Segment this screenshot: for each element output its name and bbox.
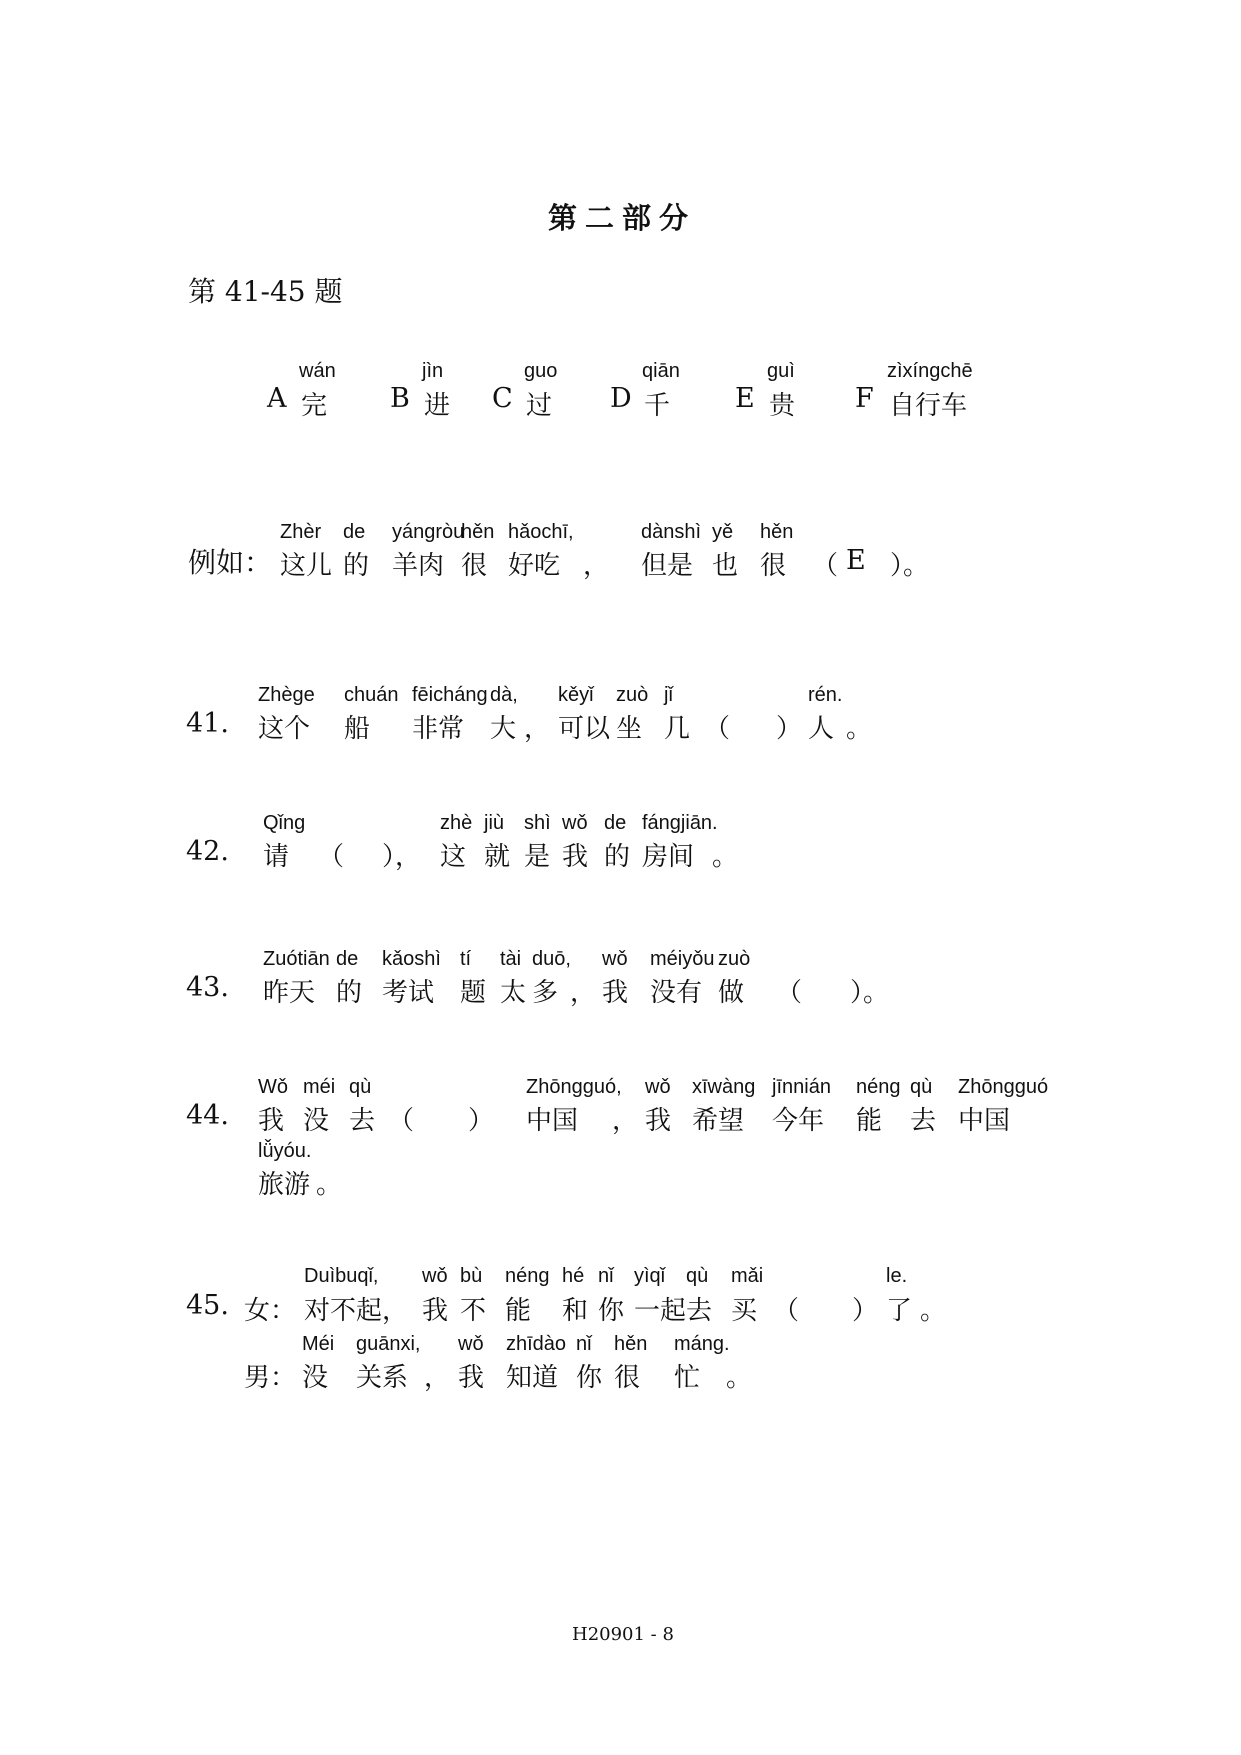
- option-pinyin: guì: [767, 360, 795, 382]
- hanzi: （: [776, 978, 803, 1008]
- pinyin: Zhōngguó,: [526, 1076, 622, 1098]
- example-label: 例如：: [188, 546, 273, 579]
- pinyin: le.: [886, 1265, 908, 1287]
- hanzi: 你: [598, 1296, 625, 1326]
- hanzi: ，: [612, 1106, 639, 1136]
- pinyin: zuò: [616, 684, 649, 706]
- pinyin: zhè: [440, 812, 473, 834]
- pinyin: de: [604, 812, 627, 834]
- pinyin: Zhōngguó: [958, 1076, 1049, 1098]
- hanzi: 旅游: [258, 1170, 311, 1200]
- hanzi: 这: [440, 842, 467, 872]
- pinyin: qù: [910, 1076, 933, 1098]
- hanzi: 的: [336, 978, 363, 1008]
- pinyin: yě: [712, 521, 734, 543]
- hanzi: 你: [576, 1363, 603, 1393]
- hanzi: 船: [344, 714, 371, 744]
- hanzi: 中国: [526, 1106, 579, 1136]
- question-number: 43.: [186, 972, 229, 1003]
- hanzi: 去: [686, 1296, 713, 1326]
- hanzi: 这个: [258, 714, 311, 744]
- option-letter: A: [267, 383, 287, 414]
- pinyin: Wǒ: [258, 1076, 288, 1098]
- hanzi: 去: [349, 1106, 376, 1136]
- pinyin: qù: [686, 1265, 709, 1287]
- hanzi: 不: [460, 1296, 487, 1326]
- hanzi: ）: [776, 714, 803, 744]
- hanzi: ，: [583, 551, 610, 581]
- hanzi: 对不起: [304, 1296, 383, 1326]
- hanzi: 昨天: [263, 978, 316, 1008]
- hanzi: ，: [570, 978, 597, 1008]
- hanzi: 。: [726, 1363, 753, 1393]
- hanzi: 做: [718, 978, 745, 1008]
- pinyin: máng.: [674, 1333, 730, 1355]
- hanzi: 和: [562, 1296, 589, 1326]
- pinyin: hěn: [614, 1333, 648, 1355]
- pinyin: Duìbuqǐ,: [304, 1265, 379, 1287]
- option-letter: C: [492, 383, 513, 414]
- option-letter: D: [610, 383, 632, 414]
- pinyin: mǎi: [731, 1265, 764, 1287]
- hanzi: 很: [461, 551, 488, 581]
- pinyin: nǐ: [576, 1333, 592, 1355]
- pinyin: dànshì: [641, 521, 702, 543]
- hanzi: 。: [712, 842, 739, 872]
- pinyin: qù: [349, 1076, 372, 1098]
- pinyin: Méi: [302, 1333, 335, 1355]
- hanzi: 非常: [412, 714, 465, 744]
- hanzi: 大: [490, 714, 517, 744]
- hanzi: ）: [468, 1106, 495, 1136]
- question-number: 44.: [186, 1100, 229, 1131]
- hanzi: 买: [731, 1296, 758, 1326]
- option-pinyin: jìn: [422, 360, 444, 382]
- option-word: 自行车: [889, 391, 968, 421]
- hanzi: 几: [664, 714, 691, 744]
- hanzi: 希望: [692, 1106, 745, 1136]
- section-heading: 第 41-45 题: [188, 275, 343, 308]
- hanzi: 太: [500, 978, 527, 1008]
- hanzi: ，: [524, 714, 551, 744]
- option-letter: E: [735, 383, 755, 414]
- pinyin: wǒ: [562, 812, 588, 834]
- hanzi: 题: [460, 978, 487, 1008]
- hanzi: ）: [852, 1296, 879, 1326]
- pinyin: chuán: [344, 684, 399, 706]
- pinyin: hé: [562, 1265, 585, 1287]
- pinyin: duō,: [532, 948, 571, 970]
- pinyin: zuò: [718, 948, 751, 970]
- pinyin: wǒ: [645, 1076, 671, 1098]
- hanzi: 了: [886, 1296, 913, 1326]
- hanzi: 关系: [356, 1363, 409, 1393]
- hanzi: 能: [856, 1106, 883, 1136]
- pinyin: yángròu: [392, 521, 465, 543]
- pinyin: wǒ: [458, 1333, 484, 1355]
- pinyin: nǐ: [598, 1265, 614, 1287]
- pinyin: Qǐng: [263, 812, 306, 834]
- hanzi: 请: [263, 842, 290, 872]
- hanzi: 的: [604, 842, 631, 872]
- speaker-label: 男：: [244, 1363, 297, 1393]
- pinyin: rén.: [808, 684, 843, 706]
- pinyin: tí: [460, 948, 472, 970]
- hanzi: 。: [920, 1296, 947, 1326]
- pinyin: hěn: [461, 521, 495, 543]
- option-pinyin: guo: [524, 360, 558, 382]
- hanzi: 坐: [616, 714, 643, 744]
- pinyin: wǒ: [422, 1265, 448, 1287]
- page-title: 第二部分: [548, 201, 697, 235]
- hanzi: ，: [424, 1363, 451, 1393]
- hanzi: （: [773, 1296, 800, 1326]
- pinyin: fángjiān.: [642, 812, 718, 834]
- pinyin: jiù: [484, 812, 505, 834]
- option-word: 贵: [769, 391, 796, 421]
- hanzi: 好吃: [508, 551, 561, 581]
- option-pinyin: qiān: [642, 360, 680, 382]
- hanzi: 知道: [506, 1363, 559, 1393]
- pinyin: shì: [524, 812, 551, 834]
- option-pinyin: zìxíngchē: [887, 360, 973, 382]
- hanzi: ）。: [850, 978, 890, 1008]
- pinyin: yìqǐ: [634, 1265, 666, 1287]
- pinyin: lǚyóu.: [258, 1140, 312, 1162]
- pinyin: de: [343, 521, 366, 543]
- hanzi: ），: [382, 842, 422, 872]
- pinyin: Zuótiān: [263, 948, 330, 970]
- hanzi: 我: [645, 1106, 672, 1136]
- hanzi: 是: [524, 842, 551, 872]
- pinyin: Zhège: [258, 684, 315, 706]
- option-letter: F: [855, 383, 874, 414]
- pinyin: zhīdào: [506, 1333, 567, 1355]
- hanzi: 没: [302, 1363, 329, 1393]
- hanzi: （: [812, 551, 839, 581]
- hanzi: （: [704, 714, 731, 744]
- hanzi: 就: [484, 842, 511, 872]
- pinyin: kěyǐ: [558, 684, 594, 706]
- option-word: 千: [644, 391, 671, 421]
- option-word: 完: [301, 391, 328, 421]
- hanzi: 没: [303, 1106, 330, 1136]
- pinyin: jīnnián: [772, 1076, 831, 1098]
- hanzi: 中国: [958, 1106, 1011, 1136]
- hanzi: ，: [382, 1296, 409, 1326]
- hanzi: ）。: [890, 551, 930, 581]
- pinyin: bù: [460, 1265, 483, 1287]
- hanzi: 能: [505, 1296, 532, 1326]
- hanzi: 房间: [642, 842, 695, 872]
- hanzi: E: [846, 545, 866, 576]
- hanzi: 但是: [641, 551, 694, 581]
- hanzi: 一起: [634, 1296, 687, 1326]
- pinyin: fēicháng: [412, 684, 488, 706]
- option-pinyin: wán: [299, 360, 336, 382]
- pinyin: jǐ: [664, 684, 673, 706]
- page-footer: H20901 - 8: [572, 1624, 674, 1645]
- hanzi: 今年: [772, 1106, 825, 1136]
- hanzi: 可以: [558, 714, 611, 744]
- hanzi: 人: [808, 714, 835, 744]
- hanzi: 。: [846, 714, 873, 744]
- question-number: 42.: [186, 836, 229, 867]
- hanzi: 没有: [650, 978, 703, 1008]
- hanzi: 去: [910, 1106, 937, 1136]
- hanzi: 很: [760, 551, 787, 581]
- hanzi: 我: [258, 1106, 285, 1136]
- hanzi: 忙: [674, 1363, 701, 1393]
- pinyin: néng: [856, 1076, 901, 1098]
- pinyin: dà,: [490, 684, 518, 706]
- pinyin: kǎoshì: [382, 948, 441, 970]
- option-word: 进: [424, 391, 451, 421]
- pinyin: de: [336, 948, 359, 970]
- hanzi: 考试: [382, 978, 435, 1008]
- hanzi: 多: [532, 978, 559, 1008]
- hanzi: 我: [458, 1363, 485, 1393]
- hanzi: 这儿: [280, 551, 333, 581]
- pinyin: méi: [303, 1076, 336, 1098]
- hanzi: 的: [343, 551, 370, 581]
- hanzi: 我: [422, 1296, 449, 1326]
- pinyin: guānxi,: [356, 1333, 421, 1355]
- speaker-label: 女：: [244, 1296, 297, 1326]
- pinyin: hěn: [760, 521, 794, 543]
- option-letter: B: [390, 383, 410, 414]
- hanzi: （: [388, 1106, 415, 1136]
- pinyin: xīwàng: [692, 1076, 756, 1098]
- option-word: 过: [526, 391, 553, 421]
- question-number: 41.: [186, 708, 229, 739]
- pinyin: néng: [505, 1265, 550, 1287]
- pinyin: wǒ: [602, 948, 628, 970]
- hanzi: 我: [562, 842, 589, 872]
- pinyin: Zhèr: [280, 521, 322, 543]
- question-number: 45.: [186, 1290, 229, 1321]
- hanzi: 。: [316, 1170, 343, 1200]
- pinyin: hǎochī,: [508, 521, 574, 543]
- pinyin: méiyǒu: [650, 948, 715, 970]
- hanzi: 羊肉: [392, 551, 445, 581]
- hanzi: 也: [712, 551, 739, 581]
- hanzi: （: [318, 842, 345, 872]
- hanzi: 很: [614, 1363, 641, 1393]
- pinyin: tài: [500, 948, 522, 970]
- hanzi: 我: [602, 978, 629, 1008]
